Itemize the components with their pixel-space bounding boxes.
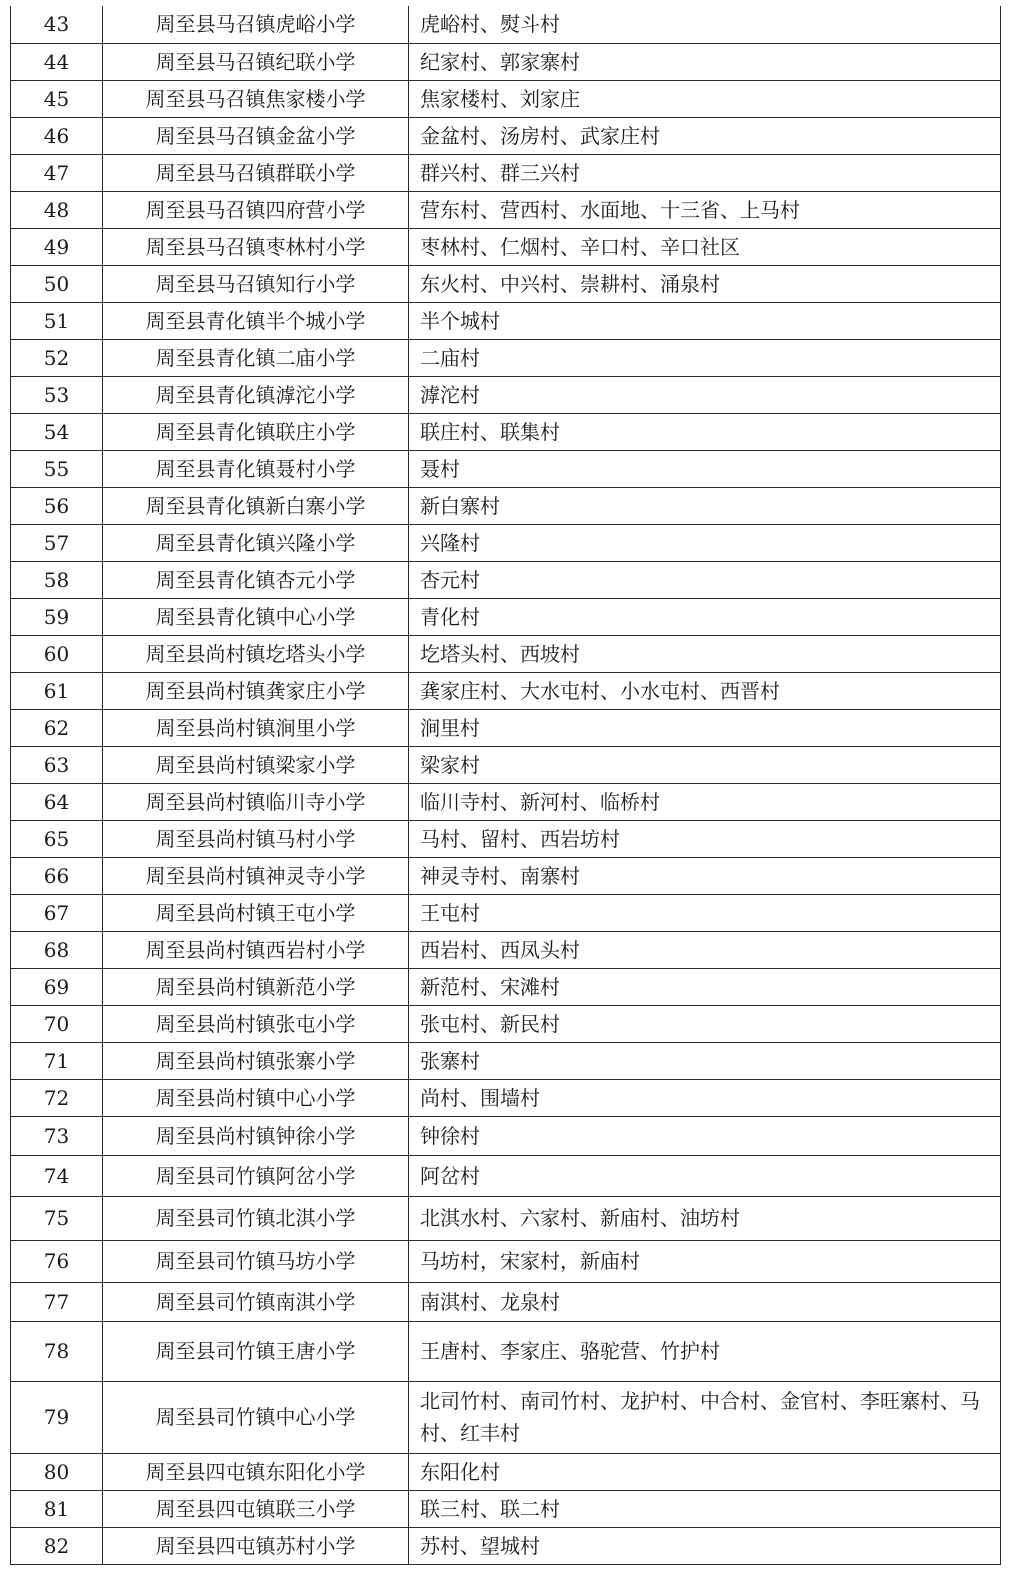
table-row xyxy=(11,709,1001,746)
school-name-cell: 周至县马召镇金盆小学 xyxy=(103,117,409,154)
row-number-cell: 73 xyxy=(11,1116,103,1155)
table-row xyxy=(11,191,1001,228)
villages-cell: 马坊村，宋家村，新庙村 xyxy=(409,1240,1001,1282)
row-number-cell: 58 xyxy=(11,561,103,598)
school-name-cell: 周至县四屯镇苏村小学 xyxy=(103,1527,409,1564)
table-row xyxy=(11,1321,1001,1381)
villages-cell: 圪塔头村、西坡村 xyxy=(409,635,1001,672)
school-name-cell: 周至县尚村镇中心小学 xyxy=(103,1079,409,1116)
row-number-cell: 53 xyxy=(11,376,103,413)
villages-cell: 东火村、中兴村、崇耕村、涌泉村 xyxy=(409,265,1001,302)
villages-cell: 苏村、望城村 xyxy=(409,1527,1001,1564)
table-row xyxy=(11,376,1001,413)
row-number-cell: 80 xyxy=(11,1453,103,1490)
villages-cell: 联三村、联二村 xyxy=(409,1490,1001,1527)
table-row xyxy=(11,413,1001,450)
school-name-cell: 周至县尚村镇龚家庄小学 xyxy=(103,672,409,709)
school-name-cell: 周至县司竹镇南淇小学 xyxy=(103,1282,409,1321)
table-row xyxy=(11,746,1001,783)
row-number-cell: 56 xyxy=(11,487,103,524)
row-number-cell: 61 xyxy=(11,672,103,709)
villages-cell: 半个城村 xyxy=(409,302,1001,339)
table-row xyxy=(11,820,1001,857)
school-name-cell: 周至县青化镇中心小学 xyxy=(103,598,409,635)
villages-cell: 新范村、宋滩村 xyxy=(409,968,1001,1005)
school-name-cell: 周至县尚村镇西岩村小学 xyxy=(103,931,409,968)
row-number-cell: 54 xyxy=(11,413,103,450)
villages-cell: 新白寨村 xyxy=(409,487,1001,524)
row-number-cell: 74 xyxy=(11,1155,103,1196)
table-row xyxy=(11,783,1001,820)
school-name-cell: 周至县尚村镇神灵寺小学 xyxy=(103,857,409,894)
row-number-cell: 66 xyxy=(11,857,103,894)
table-row xyxy=(11,1453,1001,1490)
school-name-cell: 周至县马召镇纪联小学 xyxy=(103,43,409,80)
villages-cell: 神灵寺村、南寨村 xyxy=(409,857,1001,894)
villages-cell: 兴隆村 xyxy=(409,524,1001,561)
villages-cell: 张屯村、新民村 xyxy=(409,1005,1001,1042)
villages-cell: 联庄村、联集村 xyxy=(409,413,1001,450)
row-number-cell: 52 xyxy=(11,339,103,376)
table-row xyxy=(11,154,1001,191)
villages-cell: 北司竹村、南司竹村、龙护村、中合村、金官村、李旺寨村、马村、红丰村 xyxy=(409,1381,1001,1453)
villages-cell: 群兴村、群三兴村 xyxy=(409,154,1001,191)
school-name-cell: 周至县尚村镇张屯小学 xyxy=(103,1005,409,1042)
row-number-cell: 81 xyxy=(11,1490,103,1527)
school-name-cell: 周至县青化镇兴隆小学 xyxy=(103,524,409,561)
villages-cell: 青化村 xyxy=(409,598,1001,635)
table-row xyxy=(11,450,1001,487)
villages-cell: 阿岔村 xyxy=(409,1155,1001,1196)
villages-cell: 聂村 xyxy=(409,450,1001,487)
table-row xyxy=(11,117,1001,154)
villages-cell: 西岩村、西凤头村 xyxy=(409,931,1001,968)
row-number-cell: 60 xyxy=(11,635,103,672)
row-number-cell: 82 xyxy=(11,1527,103,1564)
row-number-cell: 63 xyxy=(11,746,103,783)
row-number-cell: 44 xyxy=(11,43,103,80)
row-number-cell: 71 xyxy=(11,1042,103,1079)
school-name-cell: 周至县马召镇虎峪小学 xyxy=(103,6,409,43)
villages-cell: 二庙村 xyxy=(409,339,1001,376)
school-name-cell: 周至县马召镇知行小学 xyxy=(103,265,409,302)
villages-cell: 南淇村、龙泉村 xyxy=(409,1282,1001,1321)
villages-cell: 东阳化村 xyxy=(409,1453,1001,1490)
table-row xyxy=(11,894,1001,931)
school-name-cell: 周至县尚村镇圪塔头小学 xyxy=(103,635,409,672)
villages-cell: 王唐村、李家庄、骆驼营、竹护村 xyxy=(409,1321,1001,1381)
school-name-cell: 周至县尚村镇马村小学 xyxy=(103,820,409,857)
row-number-cell: 47 xyxy=(11,154,103,191)
villages-cell: 虎峪村、熨斗村 xyxy=(409,6,1001,43)
table-row xyxy=(11,265,1001,302)
table-row xyxy=(11,598,1001,635)
school-name-cell: 周至县尚村镇钟徐小学 xyxy=(103,1116,409,1155)
table-row xyxy=(11,6,1001,43)
table-row xyxy=(11,1155,1001,1196)
row-number-cell: 76 xyxy=(11,1240,103,1282)
school-name-cell: 周至县司竹镇阿岔小学 xyxy=(103,1155,409,1196)
row-number-cell: 50 xyxy=(11,265,103,302)
table-row xyxy=(11,561,1001,598)
school-name-cell: 周至县尚村镇新范小学 xyxy=(103,968,409,1005)
table-row xyxy=(11,1005,1001,1042)
villages-cell: 枣林村、仁烟村、辛口村、辛口社区 xyxy=(409,228,1001,265)
table-row xyxy=(11,857,1001,894)
school-name-cell: 周至县马召镇四府营小学 xyxy=(103,191,409,228)
table-row xyxy=(11,1042,1001,1079)
row-number-cell: 67 xyxy=(11,894,103,931)
row-number-cell: 64 xyxy=(11,783,103,820)
row-number-cell: 46 xyxy=(11,117,103,154)
villages-cell: 临川寺村、新河村、临桥村 xyxy=(409,783,1001,820)
villages-cell: 钟徐村 xyxy=(409,1116,1001,1155)
row-number-cell: 59 xyxy=(11,598,103,635)
row-number-cell: 77 xyxy=(11,1282,103,1321)
villages-cell: 滹沱村 xyxy=(409,376,1001,413)
table-row xyxy=(11,1282,1001,1321)
school-name-cell: 周至县司竹镇中心小学 xyxy=(103,1381,409,1453)
row-number-cell: 79 xyxy=(11,1381,103,1453)
villages-cell: 梁家村 xyxy=(409,746,1001,783)
table-row xyxy=(11,1240,1001,1282)
school-name-cell: 周至县青化镇滹沱小学 xyxy=(103,376,409,413)
row-number-cell: 55 xyxy=(11,450,103,487)
row-number-cell: 75 xyxy=(11,1196,103,1240)
school-name-cell: 周至县青化镇聂村小学 xyxy=(103,450,409,487)
school-name-cell: 周至县尚村镇梁家小学 xyxy=(103,746,409,783)
table-row xyxy=(11,1490,1001,1527)
school-name-cell: 周至县马召镇枣林村小学 xyxy=(103,228,409,265)
table-row xyxy=(11,487,1001,524)
villages-cell: 北淇水村、六家村、新庙村、油坊村 xyxy=(409,1196,1001,1240)
villages-cell: 张寨村 xyxy=(409,1042,1001,1079)
villages-cell: 王屯村 xyxy=(409,894,1001,931)
table-row xyxy=(11,672,1001,709)
school-name-cell: 周至县青化镇二庙小学 xyxy=(103,339,409,376)
school-name-cell: 周至县青化镇半个城小学 xyxy=(103,302,409,339)
school-name-cell: 周至县青化镇杏元小学 xyxy=(103,561,409,598)
row-number-cell: 48 xyxy=(11,191,103,228)
school-name-cell: 周至县马召镇焦家楼小学 xyxy=(103,80,409,117)
villages-cell: 营东村、营西村、水面地、十三省、上马村 xyxy=(409,191,1001,228)
row-number-cell: 43 xyxy=(11,6,103,43)
table-body xyxy=(11,6,1001,1564)
row-number-cell: 57 xyxy=(11,524,103,561)
table-row xyxy=(11,1116,1001,1155)
school-name-cell: 周至县尚村镇王屯小学 xyxy=(103,894,409,931)
table-row xyxy=(11,43,1001,80)
school-name-cell: 周至县尚村镇张寨小学 xyxy=(103,1042,409,1079)
school-village-table xyxy=(10,6,1001,1565)
villages-cell: 金盆村、汤房村、武家庄村 xyxy=(409,117,1001,154)
table-row xyxy=(11,1527,1001,1564)
villages-cell: 焦家楼村、刘家庄 xyxy=(409,80,1001,117)
villages-cell: 纪家村、郭家寨村 xyxy=(409,43,1001,80)
school-name-cell: 周至县司竹镇王唐小学 xyxy=(103,1321,409,1381)
school-name-cell: 周至县四屯镇联三小学 xyxy=(103,1490,409,1527)
row-number-cell: 51 xyxy=(11,302,103,339)
villages-cell: 尚村、围墙村 xyxy=(409,1079,1001,1116)
table-row xyxy=(11,1196,1001,1240)
table-row xyxy=(11,228,1001,265)
row-number-cell: 68 xyxy=(11,931,103,968)
school-name-cell: 周至县青化镇联庄小学 xyxy=(103,413,409,450)
row-number-cell: 49 xyxy=(11,228,103,265)
table-row xyxy=(11,302,1001,339)
table-row xyxy=(11,968,1001,1005)
school-name-cell: 周至县司竹镇北淇小学 xyxy=(103,1196,409,1240)
villages-cell: 杏元村 xyxy=(409,561,1001,598)
row-number-cell: 70 xyxy=(11,1005,103,1042)
villages-cell: 涧里村 xyxy=(409,709,1001,746)
school-name-cell: 周至县马召镇群联小学 xyxy=(103,154,409,191)
school-name-cell: 周至县四屯镇东阳化小学 xyxy=(103,1453,409,1490)
villages-cell: 马村、留村、西岩坊村 xyxy=(409,820,1001,857)
table-row xyxy=(11,524,1001,561)
school-name-cell: 周至县司竹镇马坊小学 xyxy=(103,1240,409,1282)
school-name-cell: 周至县尚村镇临川寺小学 xyxy=(103,783,409,820)
villages-cell: 龚家庄村、大水屯村、小水屯村、西晋村 xyxy=(409,672,1001,709)
table-row xyxy=(11,635,1001,672)
school-name-cell: 周至县尚村镇涧里小学 xyxy=(103,709,409,746)
table-row xyxy=(11,931,1001,968)
row-number-cell: 78 xyxy=(11,1321,103,1381)
row-number-cell: 72 xyxy=(11,1079,103,1116)
row-number-cell: 62 xyxy=(11,709,103,746)
table-row xyxy=(11,339,1001,376)
table-row xyxy=(11,1381,1001,1453)
school-name-cell: 周至县青化镇新白寨小学 xyxy=(103,487,409,524)
table-row xyxy=(11,1079,1001,1116)
row-number-cell: 45 xyxy=(11,80,103,117)
table-row xyxy=(11,80,1001,117)
row-number-cell: 65 xyxy=(11,820,103,857)
row-number-cell: 69 xyxy=(11,968,103,1005)
